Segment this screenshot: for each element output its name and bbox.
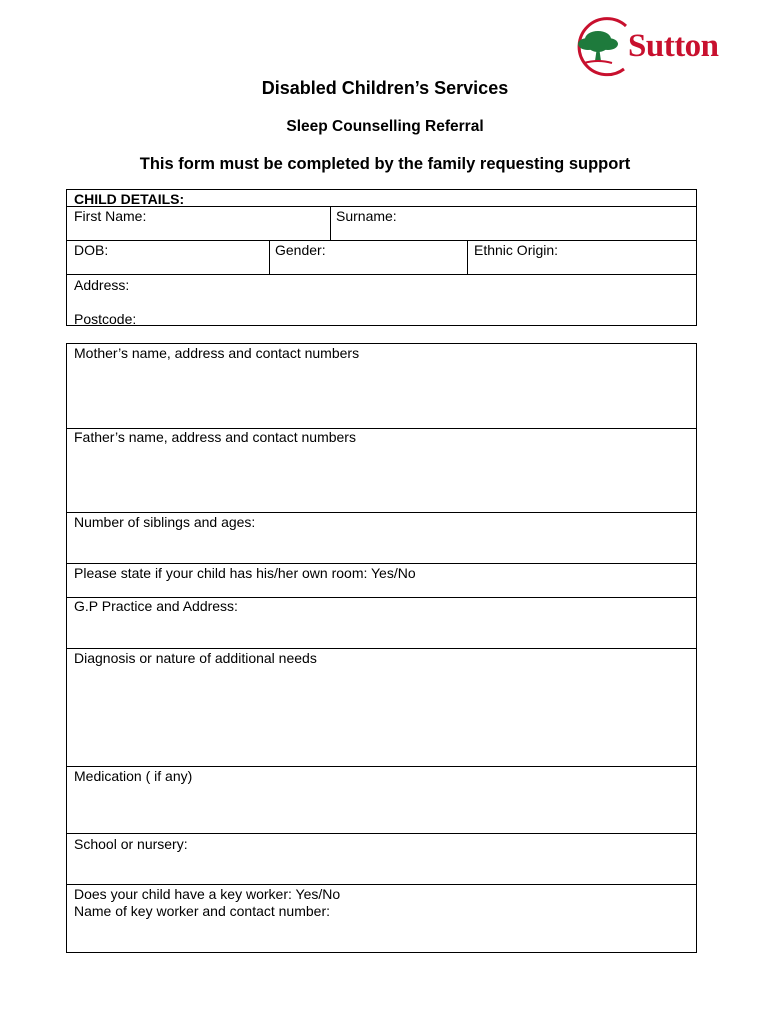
postcode-field[interactable]: Postcode:	[74, 311, 137, 327]
gender-field[interactable]: Gender:	[275, 242, 326, 258]
dob-field[interactable]: DOB:	[74, 242, 109, 258]
divider	[67, 274, 696, 275]
divider	[67, 206, 696, 207]
ethnic-origin-field[interactable]: Ethnic Origin:	[474, 242, 559, 258]
surname-field[interactable]: Surname:	[336, 208, 397, 224]
divider	[269, 240, 270, 274]
divider	[67, 766, 696, 767]
siblings-field[interactable]: Number of siblings and ages:	[74, 514, 256, 530]
diagnosis-field[interactable]: Diagnosis or nature of additional needs	[74, 650, 317, 666]
page-title: Disabled Children’s Services	[261, 78, 509, 98]
own-room-field[interactable]: Please state if your child has his/her own room: Yes/No	[74, 565, 416, 581]
medication-field[interactable]: Medication ( if any)	[74, 768, 193, 784]
key-worker-name-field[interactable]: Name of key worker and contact number:	[74, 903, 331, 919]
father-details-field[interactable]: Father’s name, address and contact numbers	[74, 429, 356, 445]
divider	[467, 240, 468, 274]
logo-text: Sutton	[628, 28, 719, 64]
divider	[330, 206, 331, 240]
divider	[67, 833, 696, 834]
school-field[interactable]: School or nursery:	[74, 836, 188, 852]
divider	[67, 240, 696, 241]
mother-details-field[interactable]: Mother’s name, address and contact numbers	[74, 345, 360, 361]
divider	[67, 512, 696, 513]
gp-practice-field[interactable]: G.P Practice and Address:	[74, 598, 238, 614]
address-field[interactable]: Address:	[74, 277, 130, 293]
divider	[67, 884, 696, 885]
key-worker-question[interactable]: Does your child have a key worker: Yes/No	[74, 886, 341, 902]
divider	[67, 563, 696, 564]
family-details-section	[66, 343, 697, 953]
first-name-field[interactable]: First Name:	[74, 208, 147, 224]
divider	[67, 648, 696, 649]
form-subtitle: Sleep Counselling Referral	[286, 118, 484, 135]
child-details-section	[66, 189, 697, 326]
child-details-heading: CHILD DETAILS:	[74, 191, 185, 207]
form-instruction: This form must be completed by the family requesting support	[139, 155, 631, 173]
